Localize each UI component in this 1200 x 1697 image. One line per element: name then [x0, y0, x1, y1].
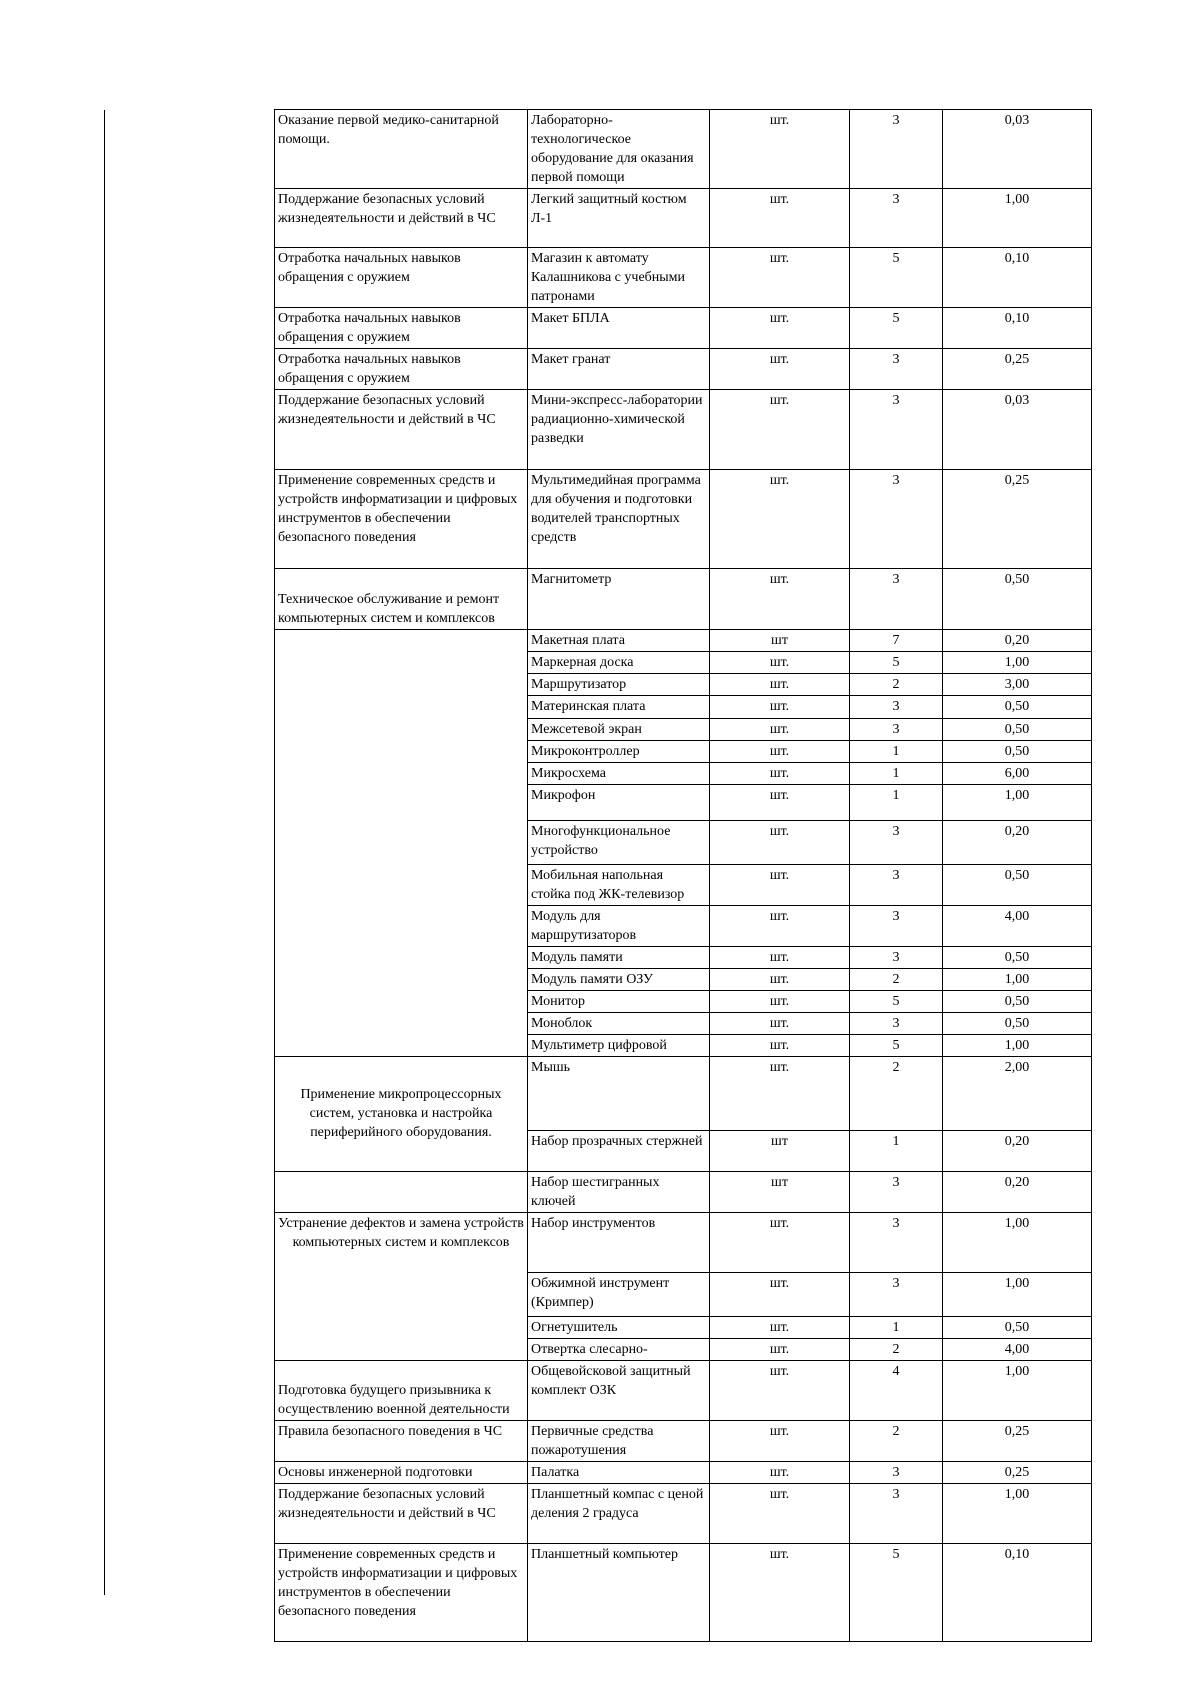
table-row — [275, 1213, 1092, 1273]
unit-cell: шт. — [710, 991, 850, 1013]
value-cell: 1,00 — [943, 652, 1092, 674]
table-row — [275, 470, 1092, 569]
item-name-cell: Мультимедийная программа для обучения и подготовки водителей транспортных средств — [528, 470, 710, 569]
unit-cell: шт. — [710, 1462, 850, 1484]
quantity-cell: 3 — [850, 696, 943, 719]
left-margin-rule — [104, 110, 105, 1595]
unit-cell: шт. — [710, 947, 850, 969]
activity-cell-empty — [275, 1172, 528, 1213]
value-cell: 0,50 — [943, 991, 1092, 1013]
value-cell: 0,50 — [943, 1317, 1092, 1339]
equipment-table — [274, 109, 1092, 1642]
quantity-cell: 3 — [850, 349, 943, 390]
activity-cell: Правила безопасного поведения в ЧС — [275, 1421, 528, 1462]
activity-cell: Применение микропроцессорных систем, установка и настройка периферийного оборудования. — [275, 1057, 528, 1172]
activity-cell: Основы инженерной подготовки — [275, 1462, 528, 1484]
table-row — [275, 1172, 1092, 1213]
quantity-cell: 3 — [850, 390, 943, 470]
quantity-cell: 7 — [850, 630, 943, 652]
table-row — [275, 1462, 1092, 1484]
quantity-cell: 3 — [850, 821, 943, 865]
value-cell: 1,00 — [943, 785, 1092, 821]
item-name-cell: Моноблок — [528, 1013, 710, 1035]
unit-cell: шт. — [710, 1484, 850, 1544]
activity-cell: Отработка начальных навыков обращения с оружием — [275, 248, 528, 308]
quantity-cell: 5 — [850, 248, 943, 308]
quantity-cell: 3 — [850, 1484, 943, 1544]
unit-cell: шт. — [710, 1013, 850, 1035]
table-row — [275, 390, 1092, 470]
value-cell: 0,03 — [943, 390, 1092, 470]
unit-cell: шт. — [710, 1213, 850, 1273]
unit-cell: шт. — [710, 969, 850, 991]
unit-cell: шт. — [710, 906, 850, 947]
quantity-cell: 3 — [850, 470, 943, 569]
item-name-cell: Первичные средства пожаротушения — [528, 1421, 710, 1462]
quantity-cell: 3 — [850, 947, 943, 969]
quantity-cell: 5 — [850, 1035, 943, 1057]
item-name-cell: Макет БПЛА — [528, 308, 710, 349]
value-cell: 0,25 — [943, 1462, 1092, 1484]
value-cell: 0,20 — [943, 1131, 1092, 1172]
item-name-cell: Магнитометр — [528, 569, 710, 630]
value-cell: 0,50 — [943, 696, 1092, 719]
table-row — [275, 1484, 1092, 1544]
item-name-cell: Общевойсковой защитный комплект ОЗК — [528, 1361, 710, 1421]
item-name-cell: Легкий защитный костюм Л-1 — [528, 189, 710, 248]
value-cell: 1,00 — [943, 1484, 1092, 1544]
quantity-cell: 5 — [850, 652, 943, 674]
activity-cell: Поддержание безопасных условий жизнедеятельности и действий в ЧС — [275, 189, 528, 248]
value-cell: 0,10 — [943, 248, 1092, 308]
quantity-cell: 4 — [850, 1361, 943, 1421]
unit-cell: шт. — [710, 349, 850, 390]
activity-cell: Техническое обслуживание и ремонт компьютерных систем и комплексов — [275, 569, 528, 630]
table-row — [275, 189, 1092, 248]
value-cell: 2,00 — [943, 1057, 1092, 1131]
item-name-cell: Магазин к автомату Калашникова с учебными патронами — [528, 248, 710, 308]
value-cell: 0,25 — [943, 1421, 1092, 1462]
item-name-cell: Макет гранат — [528, 349, 710, 390]
quantity-cell: 3 — [850, 1013, 943, 1035]
quantity-cell: 1 — [850, 763, 943, 785]
item-name-cell: Мультиметр цифровой — [528, 1035, 710, 1057]
activity-cell: Устранение дефектов и замена устройств компьютерных систем и комплексов — [275, 1213, 528, 1361]
unit-cell: шт. — [710, 1273, 850, 1317]
unit-cell: шт. — [710, 785, 850, 821]
activity-cell: Применение современных средств и устройств информатизации и цифровых инструментов в обеспечении безопасного поведения — [275, 1544, 528, 1642]
quantity-cell: 1 — [850, 1317, 943, 1339]
value-cell: 0,50 — [943, 719, 1092, 741]
value-cell: 1,00 — [943, 1273, 1092, 1317]
unit-cell: шт. — [710, 821, 850, 865]
unit-cell: шт. — [710, 110, 850, 189]
value-cell: 0,50 — [943, 1013, 1092, 1035]
value-cell: 0,25 — [943, 470, 1092, 569]
table-row — [275, 630, 1092, 652]
unit-cell: шт. — [710, 1421, 850, 1462]
item-name-cell: Материнская плата — [528, 696, 710, 719]
table-row — [275, 349, 1092, 390]
quantity-cell: 1 — [850, 1131, 943, 1172]
item-name-cell: Набор шестигранных ключей — [528, 1172, 710, 1213]
activity-cell: Отработка начальных навыков обращения с оружием — [275, 349, 528, 390]
unit-cell: шт. — [710, 308, 850, 349]
unit-cell: шт — [710, 630, 850, 652]
unit-cell: шт. — [710, 1035, 850, 1057]
item-name-cell: Лабораторно-технологическое оборудование для оказания первой помощи — [528, 110, 710, 189]
activity-cell: Поддержание безопасных условий жизнедеятельности и действий в ЧС — [275, 390, 528, 470]
activity-cell: Применение современных средств и устройств информатизации и цифровых инструментов в обеспечении безопасного поведения — [275, 470, 528, 569]
item-name-cell: Многофункциональное устройство — [528, 821, 710, 865]
item-name-cell: Межсетевой экран — [528, 719, 710, 741]
unit-cell: шт. — [710, 763, 850, 785]
quantity-cell: 3 — [850, 110, 943, 189]
item-name-cell: Планшетный компьютер — [528, 1544, 710, 1642]
table-row — [275, 1057, 1092, 1131]
quantity-cell: 3 — [850, 906, 943, 947]
quantity-cell: 3 — [850, 1172, 943, 1213]
value-cell: 0,20 — [943, 630, 1092, 652]
item-name-cell: Палатка — [528, 1462, 710, 1484]
quantity-cell: 3 — [850, 1462, 943, 1484]
unit-cell: шт. — [710, 1057, 850, 1131]
value-cell: 0,25 — [943, 349, 1092, 390]
activity-cell-empty — [275, 630, 528, 1057]
unit-cell: шт. — [710, 719, 850, 741]
unit-cell: шт. — [710, 569, 850, 630]
unit-cell: шт. — [710, 696, 850, 719]
table-row — [275, 1544, 1092, 1642]
activity-cell: Оказание первой медико-санитарной помощи. — [275, 110, 528, 189]
value-cell: 1,00 — [943, 189, 1092, 248]
item-name-cell: Мобильная напольная стойка под ЖК-телевизор — [528, 865, 710, 906]
unit-cell: шт. — [710, 189, 850, 248]
table-row — [275, 569, 1092, 630]
activity-cell: Подготовка будущего призывника к осуществлению военной деятельности — [275, 1361, 528, 1421]
unit-cell: шт. — [710, 652, 850, 674]
item-name-cell: Маршрутизатор — [528, 674, 710, 696]
value-cell: 6,00 — [943, 763, 1092, 785]
table-row — [275, 248, 1092, 308]
unit-cell: шт. — [710, 248, 850, 308]
item-name-cell: Мышь — [528, 1057, 710, 1131]
table-row — [275, 308, 1092, 349]
quantity-cell: 5 — [850, 1544, 943, 1642]
item-name-cell: Микрофон — [528, 785, 710, 821]
value-cell: 0,50 — [943, 569, 1092, 630]
value-cell: 0,03 — [943, 110, 1092, 189]
item-name-cell: Набор прозрачных стержней — [528, 1131, 710, 1172]
quantity-cell: 1 — [850, 785, 943, 821]
unit-cell: шт. — [710, 1544, 850, 1642]
value-cell: 0,50 — [943, 947, 1092, 969]
value-cell: 0,50 — [943, 741, 1092, 763]
value-cell: 3,00 — [943, 674, 1092, 696]
item-name-cell: Планшетный компас с ценой деления 2 градуса — [528, 1484, 710, 1544]
quantity-cell: 3 — [850, 1273, 943, 1317]
value-cell: 1,00 — [943, 1035, 1092, 1057]
quantity-cell: 1 — [850, 741, 943, 763]
item-name-cell: Микроконтроллер — [528, 741, 710, 763]
quantity-cell: 3 — [850, 1213, 943, 1273]
value-cell: 0,10 — [943, 1544, 1092, 1642]
unit-cell: шт. — [710, 390, 850, 470]
item-name-cell: Макетная плата — [528, 630, 710, 652]
unit-cell: шт. — [710, 1317, 850, 1339]
value-cell: 1,00 — [943, 1361, 1092, 1421]
table-row — [275, 110, 1092, 189]
value-cell: 1,00 — [943, 969, 1092, 991]
value-cell: 4,00 — [943, 906, 1092, 947]
unit-cell: шт. — [710, 865, 850, 906]
value-cell: 1,00 — [943, 1213, 1092, 1273]
item-name-cell: Набор инструментов — [528, 1213, 710, 1273]
activity-cell: Отработка начальных навыков обращения с оружием — [275, 308, 528, 349]
item-name-cell: Монитор — [528, 991, 710, 1013]
value-cell: 0,20 — [943, 1172, 1092, 1213]
quantity-cell: 2 — [850, 1339, 943, 1361]
quantity-cell: 3 — [850, 569, 943, 630]
unit-cell: шт. — [710, 1339, 850, 1361]
quantity-cell: 2 — [850, 1057, 943, 1131]
value-cell: 4,00 — [943, 1339, 1092, 1361]
value-cell: 0,20 — [943, 821, 1092, 865]
item-name-cell: Отвертка слесарно- — [528, 1339, 710, 1361]
quantity-cell: 3 — [850, 189, 943, 248]
quantity-cell: 2 — [850, 1421, 943, 1462]
unit-cell: шт — [710, 1172, 850, 1213]
item-name-cell: Обжимной инструмент (Кримпер) — [528, 1273, 710, 1317]
quantity-cell: 5 — [850, 308, 943, 349]
item-name-cell: Модуль памяти — [528, 947, 710, 969]
item-name-cell: Маркерная доска — [528, 652, 710, 674]
table-row — [275, 1421, 1092, 1462]
quantity-cell: 3 — [850, 719, 943, 741]
item-name-cell: Модуль памяти ОЗУ — [528, 969, 710, 991]
item-name-cell: Мини-экспресс-лаборатории радиационно-химической разведки — [528, 390, 710, 470]
activity-cell: Поддержание безопасных условий жизнедеятельности и действий в ЧС — [275, 1484, 528, 1544]
unit-cell: шт. — [710, 470, 850, 569]
unit-cell: шт. — [710, 741, 850, 763]
value-cell: 0,10 — [943, 308, 1092, 349]
unit-cell: шт. — [710, 674, 850, 696]
item-name-cell: Модуль для маршрутизаторов — [528, 906, 710, 947]
unit-cell: шт. — [710, 1361, 850, 1421]
value-cell: 0,50 — [943, 865, 1092, 906]
item-name-cell: Огнетушитель — [528, 1317, 710, 1339]
quantity-cell: 3 — [850, 865, 943, 906]
item-name-cell: Микросхема — [528, 763, 710, 785]
unit-cell: шт — [710, 1131, 850, 1172]
table-row — [275, 1361, 1092, 1421]
quantity-cell: 2 — [850, 674, 943, 696]
quantity-cell: 2 — [850, 969, 943, 991]
quantity-cell: 5 — [850, 991, 943, 1013]
